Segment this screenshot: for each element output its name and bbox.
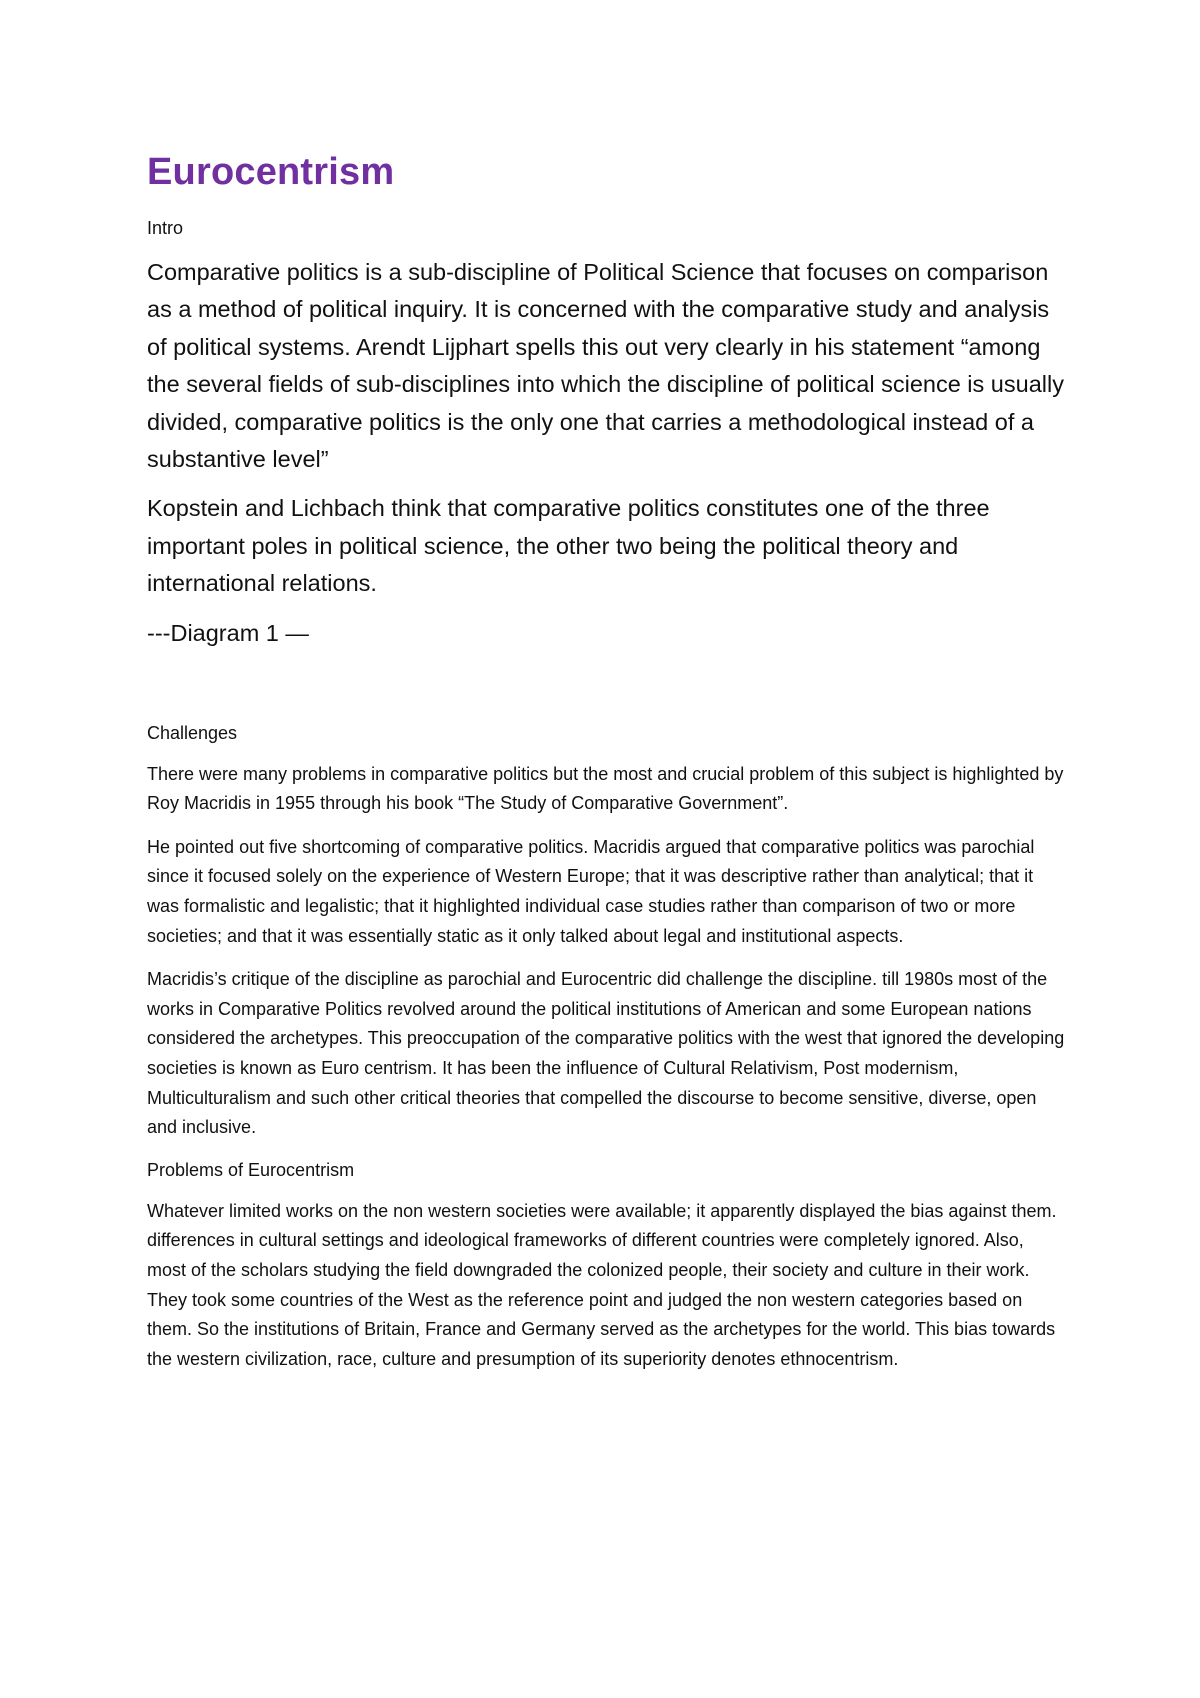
intro-heading: Intro — [147, 218, 184, 238]
document-title: Eurocentrism — [147, 151, 395, 193]
challenges-paragraph: Macridis’s critique of the discipline as parochial and Eurocentric did challenge the discipline. till 1980s most of the works in Comparative Politics revolved around the political institutions of American and some European nations considered the archetypes. This preoccupation of the comparative politics with the west that ignored the developing societies is known as Euro centrism. It has been the influence of Cultural Relativism, Post modernism, Multiculturalism and such other critical theories that compelled the discourse to become sensitive, diverse, open and inclusive. — [147, 969, 1065, 1138]
challenges-paragraph: There were many problems in comparative politics but the most and crucial problem of this subject is highlighted by Roy Macridis in 1955 through his book “The Study of Comparative Government”. — [147, 763, 1064, 814]
intro-paragraph: Comparative politics is a sub-discipline of Political Science that focuses on comparison as a method of political inquiry. It is concerned with the comparative study and analysis of political systems. Arendt Lijphart spells this out very clearly in his statement “among the several fields of sub-disciplines into which the discipline of political science is usually divided, comparative politics is the only one that carries a methodological instead of a substantive level” — [147, 259, 1064, 473]
document-page — [147, 150, 1067, 1388]
challenges-paragraph: He pointed out five shortcoming of comparative politics. Macridis argued that comparative politics was parochial since it focused solely on the experience of Western Europe; that it was descriptive rather than analytical; that it was formalistic and legalistic; that it highlighted individual case studies rather than comparison of two or more societies; and that it was essentially static as it only talked about legal and institutional aspects. — [147, 836, 1035, 946]
problems-heading: Problems of Eurocentrism — [147, 1159, 355, 1180]
intro-paragraph: Kopstein and Lichbach think that comparative politics constitutes one of the three important poles in political science, the other two being the political theory and international relations. — [147, 495, 990, 597]
problems-paragraph: Whatever limited works on the non western societies were available; it apparently displayed the bias against them. differences in cultural settings and ideological frameworks of different countries were completely ignored. Also, most of the scholars studying the field downgraded the colonized people, their society and culture in their work. They took some countries of the West as the reference point and judged the non western categories based on them. So the institutions of Britain, France and Germany served as the archetypes for the world. This bias towards the western civilization, race, culture and presumption of its superiority denotes ethnocentrism. — [147, 1200, 1057, 1369]
diagram-label: ---Diagram 1 — — [147, 619, 309, 646]
challenges-heading: Challenges — [147, 722, 238, 743]
